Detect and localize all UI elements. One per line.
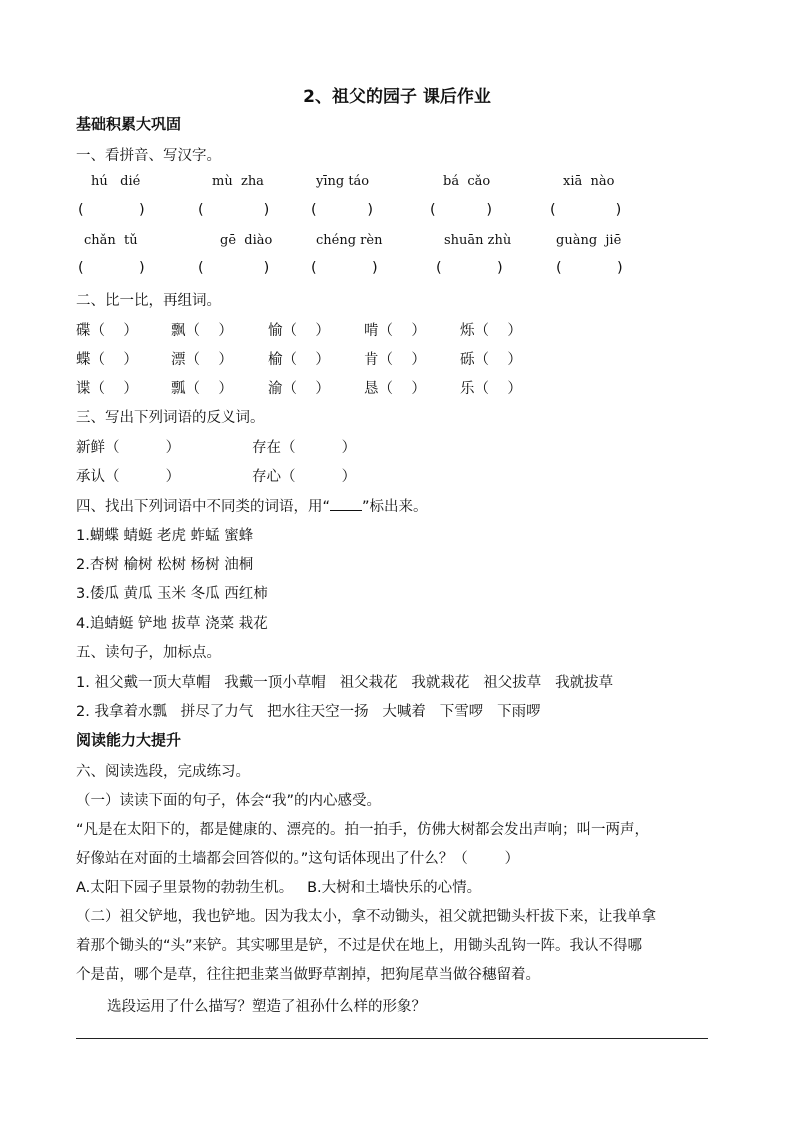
answer-blank[interactable]: ( ): [550, 202, 622, 218]
sentence-item: 2. 我拿着水瓢 拼尽了力气 把水往天空一扬 大喊着 下雪啰 下雨啰: [76, 704, 541, 720]
pinyin-chantu: chǎn tǔ: [84, 233, 138, 248]
compare-word-item: 漂（ ）: [171, 352, 233, 368]
compare-word-item: 飘（ ）: [171, 323, 233, 339]
antonym-item: 存在（ ）: [252, 440, 357, 456]
compare-word-item: 蝶（ ）: [76, 352, 138, 368]
answer-blank[interactable]: ( ): [556, 260, 623, 276]
compare-word-item: 恳（ ）: [364, 381, 426, 397]
pinyin-yingtao: yīng táo: [316, 174, 370, 189]
answer-blank[interactable]: ( ): [311, 202, 374, 218]
compare-word-item: 乐（ ）: [460, 381, 522, 397]
question-6-prompt: 六、阅读选段，完成练习。: [76, 764, 250, 780]
question-4-prompt: [76, 495, 428, 516]
compare-word-item: 愉（ ）: [268, 323, 330, 339]
answer-blank[interactable]: ( ): [430, 202, 493, 218]
pinyin-hudie: hú dié: [91, 174, 141, 189]
question-3-prompt: 三、写出下列词语的反义词。: [76, 410, 265, 426]
page-title: 2、祖父的园子 课后作业: [303, 87, 491, 107]
compare-word-item: 肯（ ）: [364, 352, 426, 368]
pinyin-shuanzhu: shuān zhù: [444, 233, 512, 248]
word-group-item: 4.追蜻蜓 铲地 拔草 浇菜 栽花: [76, 616, 268, 632]
compare-word-item: 谍（ ）: [76, 381, 138, 397]
compare-word-item: 瓢（ ）: [171, 381, 233, 397]
pinyin-bacao: bá cǎo: [443, 174, 491, 189]
sentence-item: 1. 祖父戴一顶大草帽 我戴一顶小草帽 祖父栽花 我就栽花 祖父拔草 我就拔草: [76, 675, 614, 691]
compare-word-item: 烁（ ）: [460, 323, 522, 339]
compare-word-item: 啃（ ）: [364, 323, 426, 339]
section-heading-reading: 阅读能力大提升: [76, 731, 182, 749]
prompt-text: ”标出来。: [362, 499, 428, 515]
passage-line: 个是苗，哪个是草，往往把韭菜当做野草割掉，把狗尾草当做谷穗留着。: [76, 967, 540, 983]
prompt-text: 四、找出下列词语中不同类的词语，用“: [76, 499, 331, 515]
pinyin-chengren: chéng rèn: [316, 233, 383, 248]
pinyin-xianao: xiā nào: [563, 174, 615, 189]
answer-blank[interactable]: ( ): [198, 202, 270, 218]
question-5-prompt: 五、读句子，加标点。: [76, 645, 221, 661]
subquestion-1-title: （一）读读下面的句子，体会“我”的内心感受。: [76, 793, 382, 809]
answer-blank[interactable]: ( ): [78, 260, 145, 276]
question-1-prompt: 一、看拼音、写汉字。: [76, 148, 221, 164]
compare-word-item: 榆（ ）: [268, 352, 330, 368]
antonym-item: 新鲜（ ）: [76, 440, 181, 456]
question-2-prompt: 二、比一比，再组词。: [76, 293, 221, 309]
word-group-item: 2.杏树 榆树 松树 杨树 油桐: [76, 557, 254, 573]
section-heading-basics: 基础积累大巩固: [76, 115, 182, 133]
antonym-item: 承认（ ）: [76, 469, 181, 485]
word-group-item: 3.倭瓜 黄瓜 玉米 冬瓜 西红柿: [76, 586, 268, 602]
passage-line: （二）祖父铲地，我也铲地。因为我太小，拿不动锄头，祖父就把锄头杆拔下来，让我单拿: [76, 909, 656, 925]
answer-options: A.太阳下园子里景物的勃勃生机。 B.大树和土墙快乐的心情。: [76, 880, 482, 896]
pinyin-guangjie: guàng jiē: [556, 233, 622, 248]
pinyin-gediao: gē diào: [220, 233, 273, 248]
reading-question: 选段运用了什么描写？塑造了祖孙什么样的形象？: [107, 999, 426, 1015]
answer-blank[interactable]: ( ): [436, 260, 503, 276]
answer-blank[interactable]: ( ): [311, 260, 378, 276]
underline-marker: [330, 497, 362, 511]
quote-line: “凡是在太阳下的，都是健康的、漂亮的。拍一拍手，仿佛大树都会发出声响；叫一两声，: [76, 822, 650, 838]
compare-word-item: 渝（ ）: [268, 381, 330, 397]
passage-line: 着那个锄头的“头”来铲。其实哪里是铲，不过是伏在地上，用锄头乱钩一阵。我认不得哪: [76, 938, 643, 954]
compare-word-item: 砾（ ）: [460, 352, 522, 368]
answer-blank[interactable]: ( ): [78, 202, 145, 218]
pinyin-muzha: mù zha: [212, 174, 264, 189]
quote-line: 好像站在对面的土墙都会回答似的。”这句话体现出了什么？（ ）: [76, 851, 520, 867]
antonym-item: 存心（ ）: [252, 469, 357, 485]
answer-line[interactable]: [76, 1038, 708, 1039]
compare-word-item: 碟（ ）: [76, 323, 138, 339]
word-group-item: 1.蝴蝶 蜻蜓 老虎 蚱蜢 蜜蜂: [76, 528, 254, 544]
answer-blank[interactable]: ( ): [198, 260, 270, 276]
